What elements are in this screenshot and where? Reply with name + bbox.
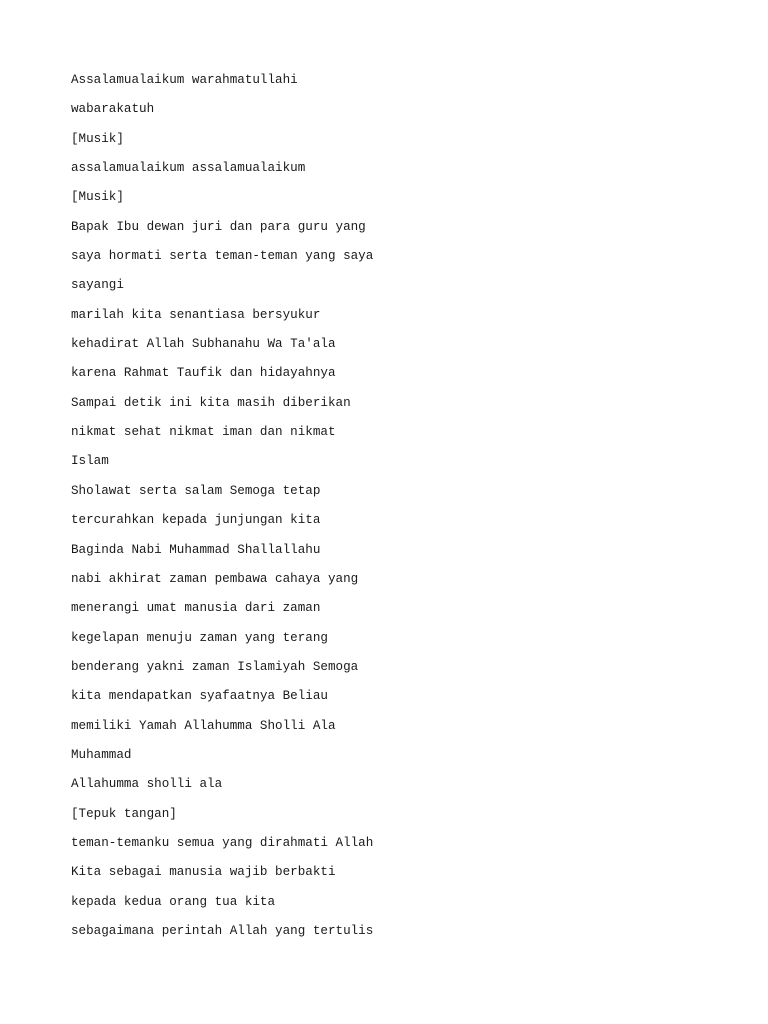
transcript-line: Sampai detik ini kita masih diberikan xyxy=(71,395,351,410)
transcript-line: kepada kedua orang tua kita xyxy=(71,894,276,909)
transcript-line: Sholawat serta salam Semoga tetap xyxy=(71,483,321,498)
transcript-line: benderang yakni zaman Islamiyah Semoga xyxy=(71,659,359,674)
transcript-line: nabi akhirat zaman pembawa cahaya yang xyxy=(71,571,359,586)
transcript-line: menerangi umat manusia dari zaman xyxy=(71,601,321,616)
transcript-line: Baginda Nabi Muhammad Shallallahu xyxy=(71,542,321,557)
transcript-line: Bapak Ibu dewan juri dan para guru yang xyxy=(71,219,366,234)
transcript-line: Muhammad xyxy=(71,747,132,762)
transcript-line: sebagaimana perintah Allah yang tertulis xyxy=(71,923,374,938)
transcript-line: Kita sebagai manusia wajib berbakti xyxy=(71,865,336,880)
transcript-line: Islam xyxy=(71,454,109,469)
transcript-line: sayangi xyxy=(71,278,124,293)
transcript-text xyxy=(71,70,373,950)
transcript-line: nikmat sehat nikmat iman dan nikmat xyxy=(71,425,336,440)
transcript-line: [Musik] xyxy=(71,131,124,146)
transcript-line: kehadirat Allah Subhanahu Wa Ta'ala xyxy=(71,337,336,352)
transcript-line: teman-temanku semua yang dirahmati Allah xyxy=(71,835,374,850)
transcript-line: Assalamualaikum warahmatullahi xyxy=(71,73,298,87)
transcript-line: kegelapan menuju zaman yang terang xyxy=(71,630,328,645)
transcript-line: kita mendapatkan syafaatnya Beliau xyxy=(71,689,328,704)
transcript-line: saya hormati serta teman-teman yang saya xyxy=(71,249,374,264)
transcript-line: [Musik] xyxy=(71,190,124,205)
transcript-line: assalamualaikum assalamualaikum xyxy=(71,161,306,176)
transcript-line: wabarakatuh xyxy=(71,102,155,117)
transcript-line: memiliki Yamah Allahumma Sholli Ala xyxy=(71,718,336,733)
transcript-line: Allahumma sholli ala xyxy=(71,777,223,792)
transcript-line: karena Rahmat Taufik dan hidayahnya xyxy=(71,366,336,381)
transcript-line: [Tepuk tangan] xyxy=(71,806,177,821)
transcript-line: marilah kita senantiasa bersyukur xyxy=(71,307,321,322)
transcript-line: tercurahkan kepada junjungan kita xyxy=(71,513,321,528)
